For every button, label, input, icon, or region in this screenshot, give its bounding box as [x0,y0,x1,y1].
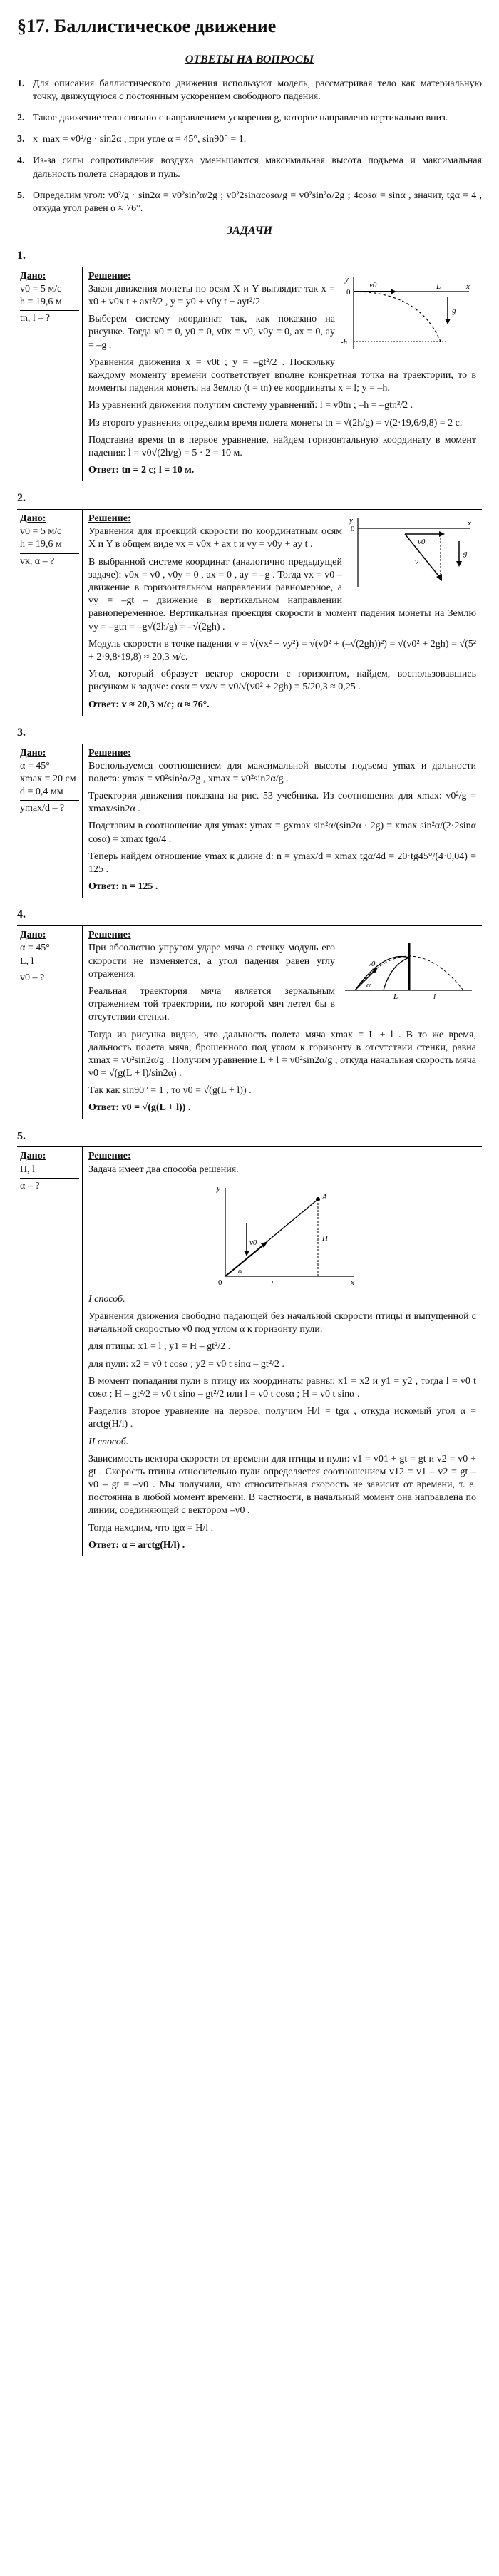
solution-paragraph: Выберем систему координат так, как показано на рисунке. Тогда x0 = 0, y0 = 0, v0x = v0, v0y = 0, ax = 0, ay = –g . [88,314,335,351]
answer-line: Ответ: tn = 2 с; l = 10 м. [88,465,195,476]
problem-body [17,267,482,482]
find-value: ymax/d – ? [20,800,79,815]
given-label: Дано: [20,930,46,941]
given-label: Дано: [20,1151,46,1162]
answer-num: 1. [17,78,25,89]
answer-item [17,190,482,215]
solution-label: Решение: [88,747,131,759]
g-label: g [452,306,456,315]
problem-number: 1. [17,249,26,262]
solution-paragraph: Закон движения монеты по осям X и Y выглядит так x = x0 + v0x t + axt²/2 , y = y0 + v0y t + ayt²/2 . [88,283,335,308]
solution-paragraph: Задача имеет два способа решения. [88,1164,239,1175]
solution-label: Решение: [88,270,131,282]
solution-column [83,744,482,898]
solution-paragraph: II способ. [88,1436,129,1447]
answer-text: Такое движение тела связано с направлением ускорения g, которое направлено вертикально вниз. [33,112,448,123]
given-value: d = 0,4 мм [20,786,63,798]
solution-paragraph: Подставив время tn в первое уравнение, найдем горизонтальную координату в момент падения: l = v0√(2h/g) = 5 · 2 = 10 м. [88,434,476,458]
given-value: xmax = 20 см [20,773,76,784]
answer-num: 4. [17,155,25,167]
tasks-header: ЗАДАЧИ [226,225,273,237]
axis-x-label: x [466,282,470,291]
solution-paragraph: Реальная траектория мяча является зеркальным отражением той траектории, по которой мяч летел бы в отсутствии стенки. [88,985,335,1023]
solution-paragraph: Воспользуемся соотношением для максимальной высоты подъема ymax и дальности полета: ymax = v0²sin²α/2g , xmax = v0²sin2α/g . [88,760,476,784]
answer-item [17,112,482,125]
velocity-diagram [348,513,476,591]
l-label: l [433,992,436,1001]
solution-column [83,926,482,1119]
given-label: Дано: [20,513,46,525]
find-value: tn, l – ? [20,310,79,325]
solution-paragraph: Зависимость вектора скорости от времени для птицы и пули: v1 = v01 + gt = gt и v2 = v0 + gt . Скорость птицы относительно пули определяется соотношением v12 = v1 – v2 = gt – v0 – gt = –v0 . Мы получили, что относительная скорость не зависит от времени, т. е. постоянна в любой момент времени. В частности, в начальный момент она направлена по линии, соединяющей с вектором –v0 . [88,1453,476,1517]
problem-1 [17,249,482,481]
find-value: vк, α – ? [20,553,79,568]
given-column [17,1147,83,1556]
solution-paragraph: Из уравнений движения получим систему уравнений: l = v0tn ; –h = –gtn²/2 . [88,400,413,411]
axis-y-label: y [217,1184,220,1193]
solution-paragraph: Так как sin90° = 1 , то v0 = √(g(L + l)) . [88,1085,252,1097]
given-value: h = 19,6 м [20,539,62,550]
solution-paragraph: Теперь найдем отношение ymax к длине d: n = ymax/d = xmax tgα/4d = 20·tg45°/(4·0,04) = 125 . [88,851,476,876]
problem-5 [17,1129,482,1556]
L-label: L [436,282,441,291]
solution-paragraph: Подставим в соотношение для ymax: ymax = gxmax sin²α/(sin2α · 2g) = xmax sin²α/(2·2sinα cosα) = xmax tgα/4 . [88,821,476,845]
page-title: §17. Баллистическое движение [17,16,277,36]
problem-body [17,925,482,1119]
solution-paragraph: I способ. [88,1293,125,1305]
solution-paragraph: При абсолютно упругом ударе мяча о стенку модуль его скорости не изменяется, а угол падения равен углу отражения. [88,943,335,980]
v0-label: v0 [368,960,376,969]
answer-text: Для описания баллистического движения используют модель, рассматривая тело как материальную точку, движущуюся с постоянным ускорением свободного падения. [33,78,482,102]
given-value: v0 = 5 м/с [20,283,62,294]
problem-2 [17,491,482,715]
problem-4 [17,908,482,1119]
solution-paragraph: Модуль скорости в точке падения v = √(vx² + vy²) = √(v0² + (–√(2gh))²) = √(v0² + 2gh) = √(5² + 2·9,8·19,8) ≈ 20,3 м/с. [88,638,476,662]
axis-x-label: x [351,1278,354,1287]
solution-paragraph: В момент попадания пули в птицу их координаты равны: x1 = x2 и y1 = y2 , тогда l = v0 t cosα ; H – gt²/2 = v0 t sinα – gt²/2 или l = v0 t cosα ; H = v0 t sinα . [88,1375,476,1400]
solution-label: Решение: [88,513,131,525]
l-label: l [271,1279,274,1288]
problem-body [17,1146,482,1556]
problem-3 [17,726,482,898]
answer-num: 3. [17,134,25,145]
given-value: α = 45° [20,943,50,954]
solution-paragraph: Тогда из рисунка видно, что дальность полета мяча xmax = L + l . В то же время, дальность полета мяча, брошенного под углом к горизонту в отсутствии стенки, равна xmax = v0²sin2α/g . Получим уравнение L + l = v0²sin2α/g , откуда начальная скорость мяча v0 = √(g(L + l)/sin2α) . [88,1029,476,1079]
answer-text: Определим угол: v0²/g · sin2α = v0²sin²α/2g ; v0²2sinαcosα/g = v0²sin²α/2g ; 4cosα = sinα , значит, tgα = 4 , откуда угол равен α ≈ 76°. [33,190,482,214]
given-column [17,510,83,716]
wall-bounce-diagram [341,929,476,1000]
problem-number: 3. [17,726,26,739]
bird-bullet-diagram [204,1181,361,1288]
solution-paragraph: Уравнения движения x = v0t ; y = –gt²/2 . Поскольку каждому моменту времени соответствует вполне конкретная точка на траектории, то в моменты падения монеты на Землю (t = tn) ее координаты x = l; y = –h. [88,356,476,394]
L-label: L [393,992,398,1001]
answer-line: Ответ: v ≈ 20,3 м/с; α ≈ 76°. [88,699,210,710]
given-value: H, l [20,1164,35,1175]
solution-column [83,510,482,716]
alpha-label: α [366,981,371,990]
solution-paragraph: Траектория движения показана на рис. 53 учебника. Из соотношения для xmax: v0²/g = xmax/sin2α . [88,791,476,815]
given-value: h = 19,6 м [20,297,62,308]
axis-y-label: y [349,516,353,525]
alpha-label: α [238,1266,242,1276]
problem-body [17,744,482,898]
given-label: Дано: [20,747,46,759]
solution-paragraph: В выбранной системе координат (аналогично предыдущей задаче): v0x = v0 , v0y = 0 , ax = 0 , ay = –g . Тогда vx = v0 – движение в горизонтальном направлении равномерное, а vy = –gt – движение в вертикальном направлении равнопеременное. Вертикальная проекция скорости в момент падения монеты на Землю vy = –gtn = –g√(2h/g) = –√(2gh) . [88,556,476,632]
trajectory-diagram [341,270,476,356]
answer-num: 2. [17,112,25,123]
origin-label: 0 [351,525,355,534]
solution-label: Решение: [88,930,131,941]
answer-line: Ответ: n = 125 . [88,881,158,893]
given-label: Дано: [20,270,46,282]
given-column [17,926,83,1119]
given-column [17,267,83,482]
answer-num: 5. [17,190,25,201]
solution-paragraph: для птицы: x1 = l ; y1 = H – gt²/2 . [88,1341,231,1353]
origin-label: 0 [218,1278,222,1287]
answer-item [17,133,482,146]
solution-column [83,1147,482,1556]
problem-number: 5. [17,1129,26,1142]
h-label: -h [341,337,348,347]
g-label: g [463,549,468,558]
H-label: H [322,1233,328,1243]
answer-item [17,155,482,180]
find-value: α – ? [20,1178,79,1193]
given-value: α = 45° [20,760,50,771]
axis-y-label: y [345,274,349,284]
given-column [17,744,83,898]
v0-label: v0 [250,1238,257,1247]
solution-paragraph: Разделив второе уравнение на первое, получим H/l = tgα , откуда искомый угол α = arctg(H/l) . [88,1406,476,1430]
v0-label: v0 [418,538,426,547]
solution-label: Решение: [88,1151,131,1162]
solution-paragraph: Из второго уравнения определим время полета монеты tn = √(2h/g) = √(2·19,6/9,8) = 2 с. [88,417,463,429]
problem-number: 2. [17,492,26,505]
A-label: A [322,1192,327,1201]
answer-text: Из-за силы сопротивления воздуха уменьшаются максимальная высота подъема и максимальная дальность полета снарядов и пуль. [33,155,482,180]
solution-column [83,267,482,482]
answer-line: Ответ: α = arctg(H/l) . [88,1539,185,1551]
problem-body [17,509,482,716]
answer-item [17,78,482,103]
solution-paragraph: Угол, который образует вектор скорости с горизонтом, найдем, воспользовавшись рисунком к задаче: cosα = vx/v = v0/√(v0² + 2gh) = 5/20,3 ≈ 0,25 . [88,669,476,693]
v0-label: v0 [369,280,377,289]
solution-paragraph: Тогда находим, что tgα = H/l . [88,1522,214,1534]
solution-paragraph: Уравнения для проекций скорости по координатным осям X и Y в общем виде vx = v0x + ax t и vy = v0y + ay t . [88,526,342,550]
answer-text: x_max = v0²/g · sin2α , при угле α = 45°, sin90° = 1. [33,134,247,145]
given-value: L, l [20,955,34,967]
origin-label: 0 [346,287,351,297]
find-value: v0 – ? [20,970,79,985]
solution-paragraph: для пули: x2 = v0 t cosα ; y2 = v0 t sinα – gt²/2 . [88,1358,284,1370]
answers-list [17,78,482,216]
v-label: v [415,558,418,567]
answers-header: ОТВЕТЫ НА ВОПРОСЫ [185,53,314,66]
given-value: v0 = 5 м/с [20,526,62,538]
solution-paragraph: Уравнения движения свободно падающей без начальной скорости птицы и выпущенной с начальной скоростью v0 под углом α к горизонту пули: [88,1311,476,1335]
problem-number: 4. [17,908,26,921]
axis-x-label: x [468,519,471,528]
answer-line: Ответ: v0 = √(g(L + l)) . [88,1102,191,1114]
